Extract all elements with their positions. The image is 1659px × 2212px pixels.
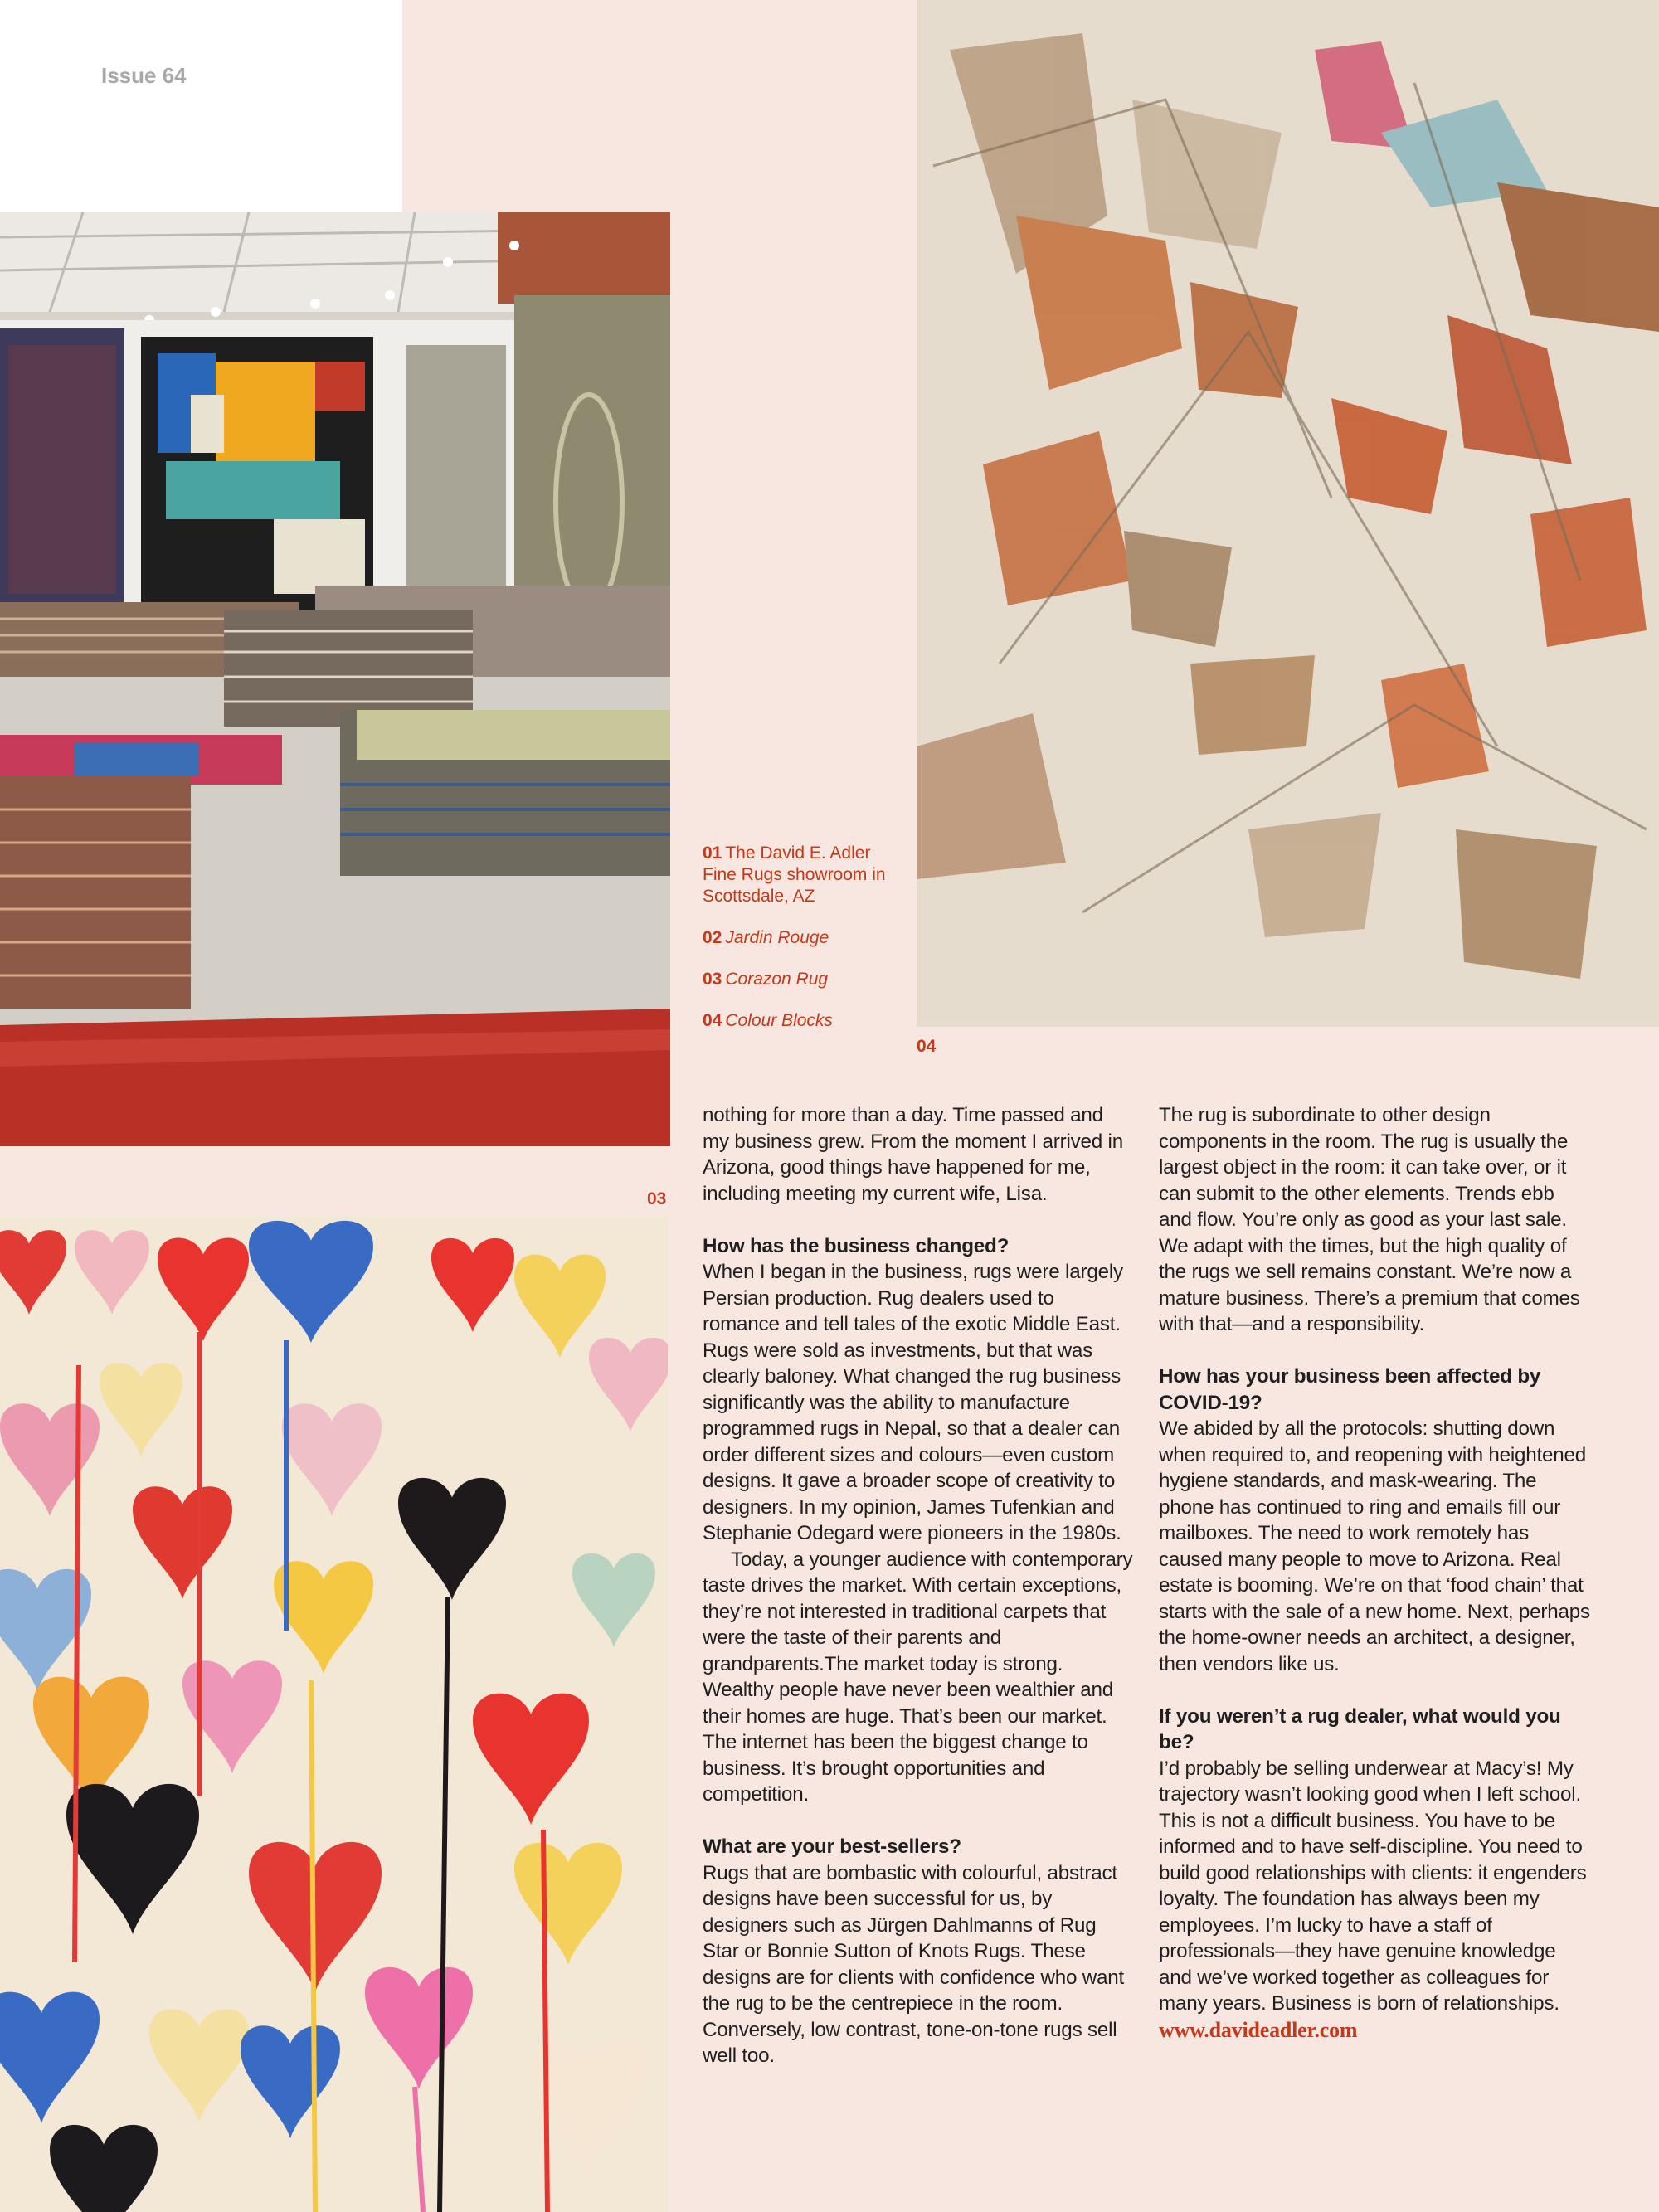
figure-label-03: 03 <box>647 1189 667 1208</box>
caption-number: 03 <box>703 970 722 989</box>
body-paragraph: Today, a younger audience with contemporary taste drives the market. With certain exceptions, they’re not interested in traditional carpets that were the taste of their parents and grandparents.The market today is strong. Wealthy people have never been wealthier and their homes are huge. That’s been our market. The internet has been the biggest change to business. It’s brought opportunities and competition. <box>703 1548 1133 1806</box>
interview-question: How has your business been affected by COVID-19? <box>1159 1365 1541 1414</box>
body-paragraph: We abided by all the protocols: shutting down when required to, and reopening with heightened hygiene standards, and mask-wearing. The phone has continued to ring and emails fill our mailboxes. The need to work remotely has caused many people to move to Arizona. Real estate is booming. We’re on that ‘food chain’ that starts with the sale of a new home. Next, perhaps the home-owner needs an architect, a designer, then vendors like us. <box>1159 1417 1590 1675</box>
interview-question: If you weren’t a rug dealer, what would you be? <box>1159 1704 1561 1753</box>
caption-text: Jardin Rouge <box>725 928 830 947</box>
body-paragraph: Rugs that are bombastic with colourful, abstract designs have been successful for us, by designers such as Jürgen Dahlmanns of Rug Star or Bonnie Sutton of Knots Rugs. These designs are for clients with confidence who want the rug to be the centrepiece in the room. Conversely, low contrast, tone-on-tone rugs sell well too. <box>703 1861 1125 2067</box>
body-paragraph: When I began in the business, rugs were largely Persian production. Rug dealers used to romance and tell tales of the exotic Middle East. Rugs were sold as investments, but that was clearly baloney. What changed the rug business significantly was the ability to manufacture programmed rugs in Nepal, so that a dealer can order different sizes and colours—even custom designs. It gave a broader scope of creativity to designers. In my opinion, James Tufenkian and Stephanie Odegard were pioneers in the 1980s. <box>703 1261 1123 1544</box>
interview-question: How has the business changed? <box>703 1234 1010 1257</box>
caption-text: Corazon Rug <box>725 970 829 989</box>
corazon-rug-photo <box>0 1216 668 2212</box>
figure-label-04: 04 <box>917 1037 937 1056</box>
caption-number: 02 <box>703 928 722 947</box>
interview-question: What are your best-sellers? <box>703 1835 961 1858</box>
caption-number: 04 <box>703 1011 722 1030</box>
issue-number: Issue 64 <box>101 63 187 88</box>
caption-04 <box>703 1010 902 1032</box>
colour-blocks-rug-photo <box>917 0 1659 1027</box>
photo-captions <box>703 843 902 1052</box>
caption-number: 01 <box>703 843 722 863</box>
article-column-2 <box>1159 1102 1590 2044</box>
caption-text: Colour Blocks <box>725 1011 833 1030</box>
caption-text: The David E. Adler Fine Rugs showroom in Scottsdale, AZ <box>703 843 886 906</box>
website-link[interactable]: www.davideadler.com <box>1159 2017 1358 2042</box>
caption-03 <box>703 969 902 990</box>
body-paragraph: The rug is subordinate to other design components in the room. The rug is usually the largest object in the room: it can take over, or it can submit to the other elements. Trends ebb and flow. You’re only as good as your last sale. We adapt with the times, but the high quality of the rugs we sell remains constant. We’re now a mature business. There’s a premium that comes with that—and a responsibility. <box>1159 1104 1580 1335</box>
article-column-1 <box>703 1102 1134 2069</box>
showroom-photo <box>0 212 670 1146</box>
caption-01 <box>703 843 902 907</box>
body-paragraph: I’d probably be selling underwear at Macy’s! My trajectory wasn’t looking good when I left school. This is not a difficult business. You have to be informed and to have self-discipline. You need to build good relationships with clients: it engenders loyalty. The foundation has always been my employees. I’m lucky to have a staff of professionals—they have genuine knowledge and we’ve worked together as colleagues for many years. Business is born of relationships. <box>1159 1757 1587 2015</box>
caption-02 <box>703 927 902 949</box>
body-paragraph: nothing for more than a day. Time passed and my business grew. From the moment I arrived in Arizona, good things have happened for me, including meeting my current wife, Lisa. <box>703 1104 1123 1205</box>
